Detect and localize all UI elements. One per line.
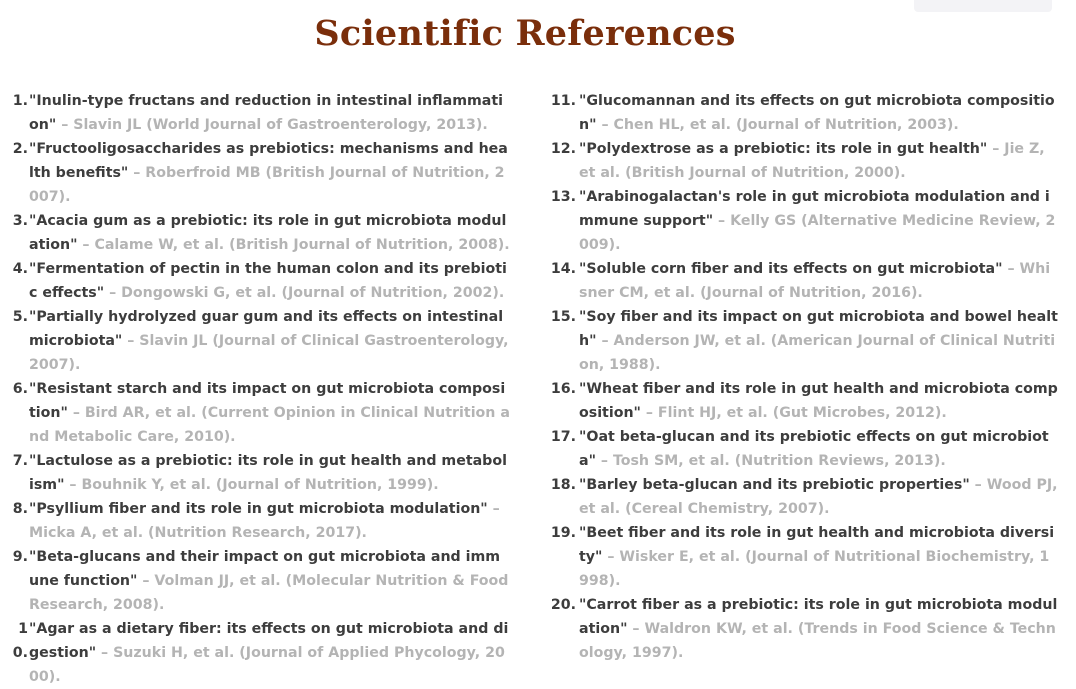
reference-title: "Soy fiber and its impact on gut microbiota and bowel health" — [579, 309, 1058, 349]
reference-citation: – Jie Z, et al. (British Journal of Nutrition, 2000). — [579, 141, 1045, 181]
reference-citation: – Calame W, et al. (British Journal of Nutrition, 2008). — [77, 237, 510, 253]
reference-title: "Oat beta-glucan and its prebiotic effects on gut microbiota" — [579, 429, 1049, 469]
reference-citation: – Dongowski G, et al. (Journal of Nutrition, 2002). — [104, 285, 505, 301]
reference-citation: – Slavin JL (Journal of Clinical Gastroenterology, 2007). — [29, 333, 509, 373]
reference-title: "Glucomannan and its effects on gut microbiota composition" — [579, 93, 1055, 133]
reference-title: "Barley beta-glucan and its prebiotic properties" — [579, 477, 970, 493]
reference-citation: – Slavin JL (World Journal of Gastroenterology, 2013). — [56, 117, 488, 133]
reference-item — [546, 305, 1058, 377]
reference-item — [4, 377, 510, 449]
reference-citation: – Waldron KW, et al. (Trends in Food Science & Technology, 1997). — [579, 621, 1056, 661]
reference-citation: – Tosh SM, et al. (Nutrition Reviews, 2013). — [595, 453, 946, 469]
reference-number: 19. — [550, 525, 576, 541]
reference-title: "Agar as a dietary fiber: its effects on gut microbiota and digestion" — [29, 621, 509, 661]
reference-citation: – Whisner CM, et al. (Journal of Nutrition, 2016). — [579, 261, 1051, 301]
reference-item — [4, 209, 510, 257]
reference-number: 7. — [12, 453, 28, 469]
reference-number: 12. — [550, 141, 576, 157]
reference-title: "Resistant starch and its impact on gut microbiota composition" — [29, 381, 506, 421]
reference-item — [546, 473, 1058, 521]
reference-item — [4, 257, 510, 305]
reference-item — [546, 257, 1058, 305]
reference-number: 11. — [550, 93, 576, 109]
reference-title: "Psyllium fiber and its role in gut microbiota modulation" — [29, 501, 488, 517]
reference-citation: – Volman JJ, et al. (Molecular Nutrition & Food Research, 2008). — [29, 573, 509, 613]
reference-citation: – Chen HL, et al. (Journal of Nutrition, 2003). — [596, 117, 959, 133]
reference-citation: – Roberfroid MB (British Journal of Nutrition, 2007). — [29, 165, 505, 205]
reference-number: 2. — [12, 141, 28, 157]
reference-item — [546, 593, 1058, 665]
reference-item — [546, 137, 1058, 185]
reference-citation: – Bird AR, et al. (Current Opinion in Clinical Nutrition and Metabolic Care, 2010). — [29, 405, 510, 445]
references-list-right — [546, 89, 1058, 665]
reference-title: "Beta-glucans and their impact on gut microbiota and immune function" — [29, 549, 501, 589]
reference-item — [546, 89, 1058, 137]
reference-item — [546, 185, 1058, 257]
references-list-left — [4, 89, 510, 689]
reference-item — [4, 305, 510, 377]
reference-citation: – Bouhnik Y, et al. (Journal of Nutrition, 1999). — [64, 477, 439, 493]
reference-citation: – Wisker E, et al. (Journal of Nutritional Biochemistry, 1998). — [579, 549, 1050, 589]
reference-number: 3. — [12, 213, 28, 229]
reference-title: "Polydextrose as a prebiotic: its role in gut health" — [579, 141, 988, 157]
reference-title: "Soluble corn fiber and its effects on gut microbiota" — [579, 261, 1003, 277]
reference-item — [546, 425, 1058, 473]
reference-number: 13. — [550, 189, 576, 205]
reference-citation: – Micka A, et al. (Nutrition Research, 2017). — [29, 501, 500, 541]
reference-number: 20. — [550, 597, 576, 613]
reference-title: "Acacia gum as a prebiotic: its role in gut microbiota modulation" — [29, 213, 507, 253]
reference-item — [4, 617, 510, 689]
reference-number: 15. — [550, 309, 576, 325]
reference-number: 14. — [550, 261, 576, 277]
reference-item — [4, 545, 510, 617]
reference-number: 5. — [12, 309, 28, 325]
reference-item — [546, 521, 1058, 593]
reference-item — [4, 89, 510, 137]
reference-title: "Carrot fiber as a prebiotic: its role in gut microbiota modulation" — [579, 597, 1058, 637]
reference-title: "Lactulose as a prebiotic: its role in gut health and metabolism" — [29, 453, 507, 493]
reference-number: 17. — [550, 429, 576, 445]
reference-citation: – Suzuki H, et al. (Journal of Applied Phycology, 2000). — [29, 645, 505, 685]
reference-title: "Partially hydrolyzed guar gum and its effects on intestinal microbiota" — [29, 309, 504, 349]
reference-number: 9. — [12, 549, 28, 565]
reference-item — [546, 377, 1058, 425]
reference-title: "Wheat fiber and its role in gut health and microbiota composition" — [579, 381, 1058, 421]
reference-citation: – Anderson JW, et al. (American Journal of Clinical Nutrition, 1988). — [579, 333, 1056, 373]
reference-item — [4, 137, 510, 209]
reference-citation: – Wood PJ, et al. (Cereal Chemistry, 2007). — [579, 477, 1058, 517]
reference-title: "Fructooligosaccharides as prebiotics: mechanisms and health benefits" — [29, 141, 508, 181]
reference-citation: – Flint HJ, et al. (Gut Microbes, 2012). — [640, 405, 947, 421]
reference-number: 16. — [550, 381, 576, 397]
reference-title: "Beet fiber and its role in gut health and microbiota diversity" — [579, 525, 1055, 565]
page-title: Scientific References — [314, 13, 736, 54]
reference-number: 6. — [12, 381, 28, 397]
reference-number: 10. — [12, 621, 28, 661]
reference-citation: – Kelly GS (Alternative Medicine Review, 2009). — [579, 213, 1056, 253]
reference-number: 4. — [12, 261, 28, 277]
reference-item — [4, 497, 510, 545]
reference-title: "Fermentation of pectin in the human colon and its prebiotic effects" — [29, 261, 507, 301]
reference-number: 1. — [12, 93, 28, 109]
reference-item — [4, 449, 510, 497]
reference-title: "Arabinogalactan's role in gut microbiota modulation and immune support" — [579, 189, 1050, 229]
reference-title: "Inulin-type fructans and reduction in intestinal inflammation" — [29, 93, 504, 133]
reference-number: 18. — [550, 477, 576, 493]
reference-number: 8. — [12, 501, 28, 517]
